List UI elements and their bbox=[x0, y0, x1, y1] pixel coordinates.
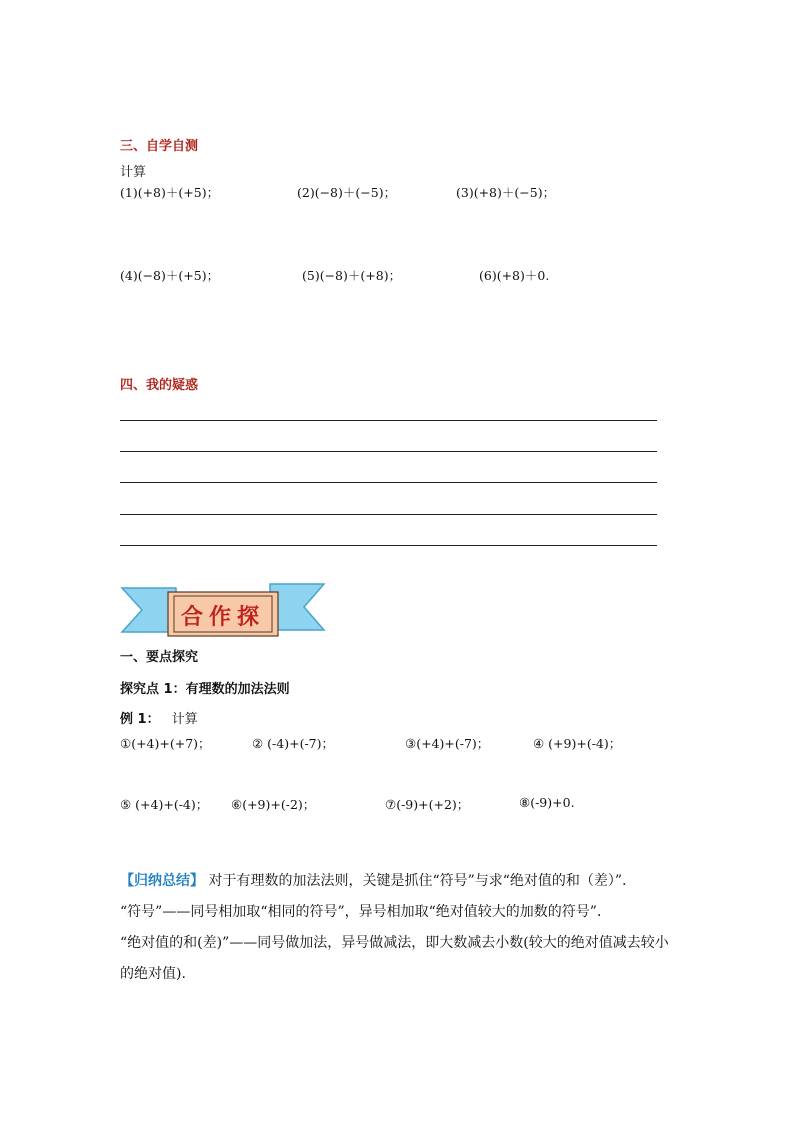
summary-tag: 【归纳总结】 bbox=[120, 873, 204, 889]
exercise-5: (5)(−8)＋(+8)； bbox=[302, 268, 402, 283]
banner-text: 合作探 bbox=[180, 605, 266, 630]
example-1 bbox=[120, 708, 198, 727]
summary-text-1: 对于有理数的加法法则，关键是抓住“符号”与求“绝对值的和（差）”． bbox=[204, 873, 637, 889]
summary-line-3: “绝对值的和(差)”——同号做加法，异号做减法，即大数减去小数(较大的绝对值减去较小的绝对值). bbox=[120, 935, 669, 982]
exercise-2: (2)(−8)＋(−5)； bbox=[297, 185, 397, 200]
answer-line[interactable] bbox=[120, 545, 657, 546]
example-exercise-6: ⑥(+9)+(-2)； bbox=[231, 797, 316, 812]
exercise-6: (6)(+8)＋0. bbox=[479, 268, 550, 283]
summary-line-2: “符号”——同号相加取“相同的符号”，异号相加取“绝对值较大的加数的符号”． bbox=[120, 904, 611, 920]
example-exercise-4: ④ (+9)+(-4)； bbox=[533, 736, 622, 751]
summary-block bbox=[120, 866, 680, 990]
example-exercise-7: ⑦(-9)+(+2)； bbox=[385, 797, 470, 812]
example-label: 例 1： bbox=[120, 712, 160, 727]
answer-line[interactable] bbox=[120, 420, 657, 421]
exercise-1: (1)(+8)＋(+5)； bbox=[120, 185, 220, 200]
section-3-intro: 计算 bbox=[120, 165, 147, 180]
example-exercise-3: ③(+4)+(-7)； bbox=[405, 736, 490, 751]
example-exercise-8: ⑧(-9)+0. bbox=[519, 795, 575, 810]
answer-line[interactable] bbox=[120, 514, 657, 515]
example-exercise-1: ①(+4)+(+7)； bbox=[120, 736, 211, 751]
exercise-3: (3)(+8)＋(−5)； bbox=[456, 185, 556, 200]
section-4-title: 四、我的疑惑 bbox=[120, 378, 199, 393]
exercise-4: (4)(−8)＋(+5)； bbox=[120, 268, 220, 283]
answer-line[interactable] bbox=[120, 482, 657, 483]
summary-line-1 bbox=[120, 866, 680, 897]
example-intro: 计算 bbox=[171, 712, 198, 727]
answer-line[interactable] bbox=[120, 451, 657, 452]
section-1-title: 一、要点探究 bbox=[120, 650, 199, 665]
example-exercise-5: ⑤ (+4)+(-4)； bbox=[120, 797, 209, 812]
example-exercise-2: ② (-4)+(-7)； bbox=[252, 736, 335, 751]
explore-point-title: 探究点 1：有理数的加法法则 bbox=[120, 682, 290, 697]
cooperative-banner bbox=[120, 580, 326, 640]
section-3-title: 三、自学自测 bbox=[120, 139, 199, 154]
